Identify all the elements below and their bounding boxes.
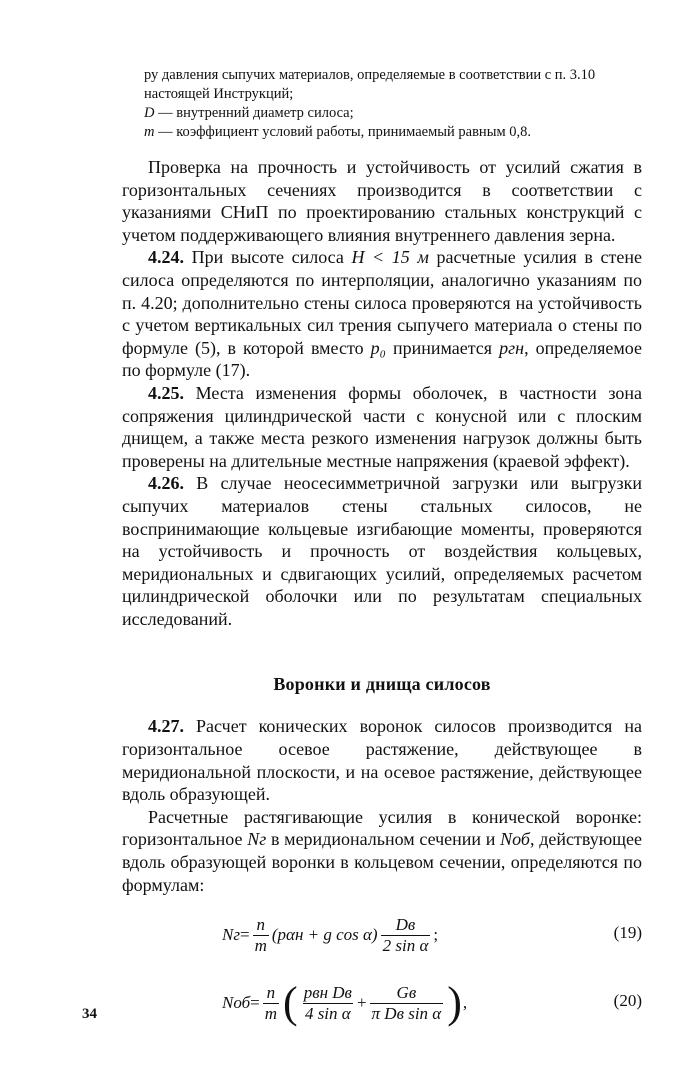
definition-pressure: ру давления сыпучих материалов, определяемые в соответствии с п. 3.10 настоящей Инструкций; xyxy=(144,67,596,102)
symbol-p0: p₀ xyxy=(370,337,386,358)
document-page xyxy=(122,66,642,1032)
paragraph-calc-text-1: Расчетные растягивающие усилия в конической воронке: горизонтальное xyxy=(122,806,642,850)
formula-19-fraction-d xyxy=(381,915,431,956)
symbol-m: m xyxy=(144,124,155,140)
section-number-4-27: 4.27. xyxy=(148,716,184,737)
symbol-pg: pгн xyxy=(499,337,525,358)
paragraph-calc-text-2: в меридиональном сечении и xyxy=(266,829,501,850)
formula-20-a-denominator: 4 sin α xyxy=(304,1003,351,1023)
formula-19-numerator: Dв xyxy=(395,914,416,934)
paragraph-4-26-text: В случае неосесимметричной загрузки или выгрузки сыпучих материалов стены стальных силосов, не воспринимающие кольцевые изгибающие моменты, проверяются на устойчивость и прочность от воздействия кольцевых, меридиональных и сдвигающих усилий, определяемых расчетом цилиндрической оболочки или по результатам специальных исследований. xyxy=(122,473,642,629)
definition-d xyxy=(144,104,642,123)
paragraph-4-26 xyxy=(122,472,642,630)
paragraph-4-24-text-3: принимается xyxy=(385,337,500,358)
formula-19-n: n xyxy=(256,914,265,934)
symbol-d: D xyxy=(144,105,155,121)
paragraph-4-24-text-1: При высоте силоса xyxy=(184,247,352,268)
paragraph-4-24 xyxy=(122,246,642,382)
definition-m xyxy=(144,123,642,142)
formula-19-denominator: 2 sin α xyxy=(382,935,429,955)
formula-20-a-numerator: pвн Dв xyxy=(303,982,352,1002)
formula-20-fraction-n-m xyxy=(263,983,279,1024)
section-heading: Воронки и днища силосов xyxy=(273,674,491,695)
formula-20-b-numerator: Gв xyxy=(396,982,417,1002)
paragraph-4-24-text-2: расчетные усилия в стене силоса определяются по интерполяции, аналогично указаниям по п. 4.20; дополнительно стены силоса проверяются на устойчивость с учетом вертикальных сил трения сыпучего материала о стены по формуле (5), в которой вместо xyxy=(122,247,642,358)
page-number: 34 xyxy=(82,1006,97,1022)
section-number-4-24: 4.24. xyxy=(148,247,184,268)
paragraph-4-27 xyxy=(122,715,642,805)
symbol-nob: Nоб xyxy=(500,829,530,850)
formula-20-b-denominator: π Dв sin α xyxy=(371,1003,442,1023)
formula-20 xyxy=(122,974,642,1032)
formula-20-fraction-b xyxy=(370,983,444,1024)
formula-19-expression xyxy=(222,906,438,964)
formula-19-middle: (pαн + g cos α) xyxy=(271,925,378,945)
formula-20-right-paren: ) xyxy=(447,978,462,1028)
paragraph-4-27-text: Расчет конических воронок силосов производится на горизонтальное осевое растяжение, действующее в меридиональной плоскости, и на осевое растяжение, действующее вдоль образующей. xyxy=(122,716,642,805)
formula-19 xyxy=(122,906,642,964)
formula-20-left-paren: ( xyxy=(283,978,298,1028)
formula-19-number: (19) xyxy=(613,923,642,943)
height-condition: H < 15 м xyxy=(351,247,429,268)
paragraph-calculated-forces xyxy=(122,806,642,896)
formula-20-m: m xyxy=(264,1003,278,1023)
paragraph-calc-text-3: , действующее вдоль образующей воронки в кольцевом сечении, определяются по формулам: xyxy=(122,829,642,895)
formula-20-number: (20) xyxy=(613,991,642,1011)
formula-19-fraction-n-m xyxy=(253,915,269,956)
formula-19-m: m xyxy=(254,935,267,955)
section-number-4-25: 4.25. xyxy=(148,382,184,403)
definition-d-text: — внутренний диаметр силоса; xyxy=(154,105,354,121)
section-number-4-26: 4.26. xyxy=(148,473,184,494)
paragraph-4-24-text-4: , определяемое по формуле (17). xyxy=(122,337,642,381)
paragraph-4-25 xyxy=(122,382,642,472)
formula-20-tail: , xyxy=(462,993,468,1013)
definitions-list xyxy=(122,66,642,142)
formula-19-equals: = xyxy=(239,925,250,945)
symbol-ng: Nг xyxy=(247,829,267,850)
formula-20-fraction-a xyxy=(302,983,354,1024)
formula-20-n: n xyxy=(266,982,276,1002)
paragraph-4-25-text: Места изменения формы оболочек, в частности зона сопряжения цилиндрической части с конусной или с плоским днищем, а также места резкого изменения нагрузок должны быть проверены на длительные местные напряжения (краевой эффект). xyxy=(122,382,642,471)
formula-20-expression xyxy=(222,974,467,1032)
formula-19-tail: ; xyxy=(433,925,439,945)
definition-m-text: — коэффициент условий работы, принимаемый равным 0,8. xyxy=(154,124,531,140)
paragraph-compression-check: Проверка на прочность и устойчивость от усилий сжатия в горизонтальных сечениях производится в соответствии с указаниями СНиП по проектированию стальных конструкций с учетом поддерживающего влияния внутреннего давления зерна. xyxy=(122,157,642,245)
formula-20-equals: = xyxy=(250,993,260,1013)
formula-19-lhs: Nг xyxy=(222,925,240,945)
formula-20-lhs: Nоб xyxy=(222,993,251,1013)
formula-20-plus: + xyxy=(356,993,367,1013)
